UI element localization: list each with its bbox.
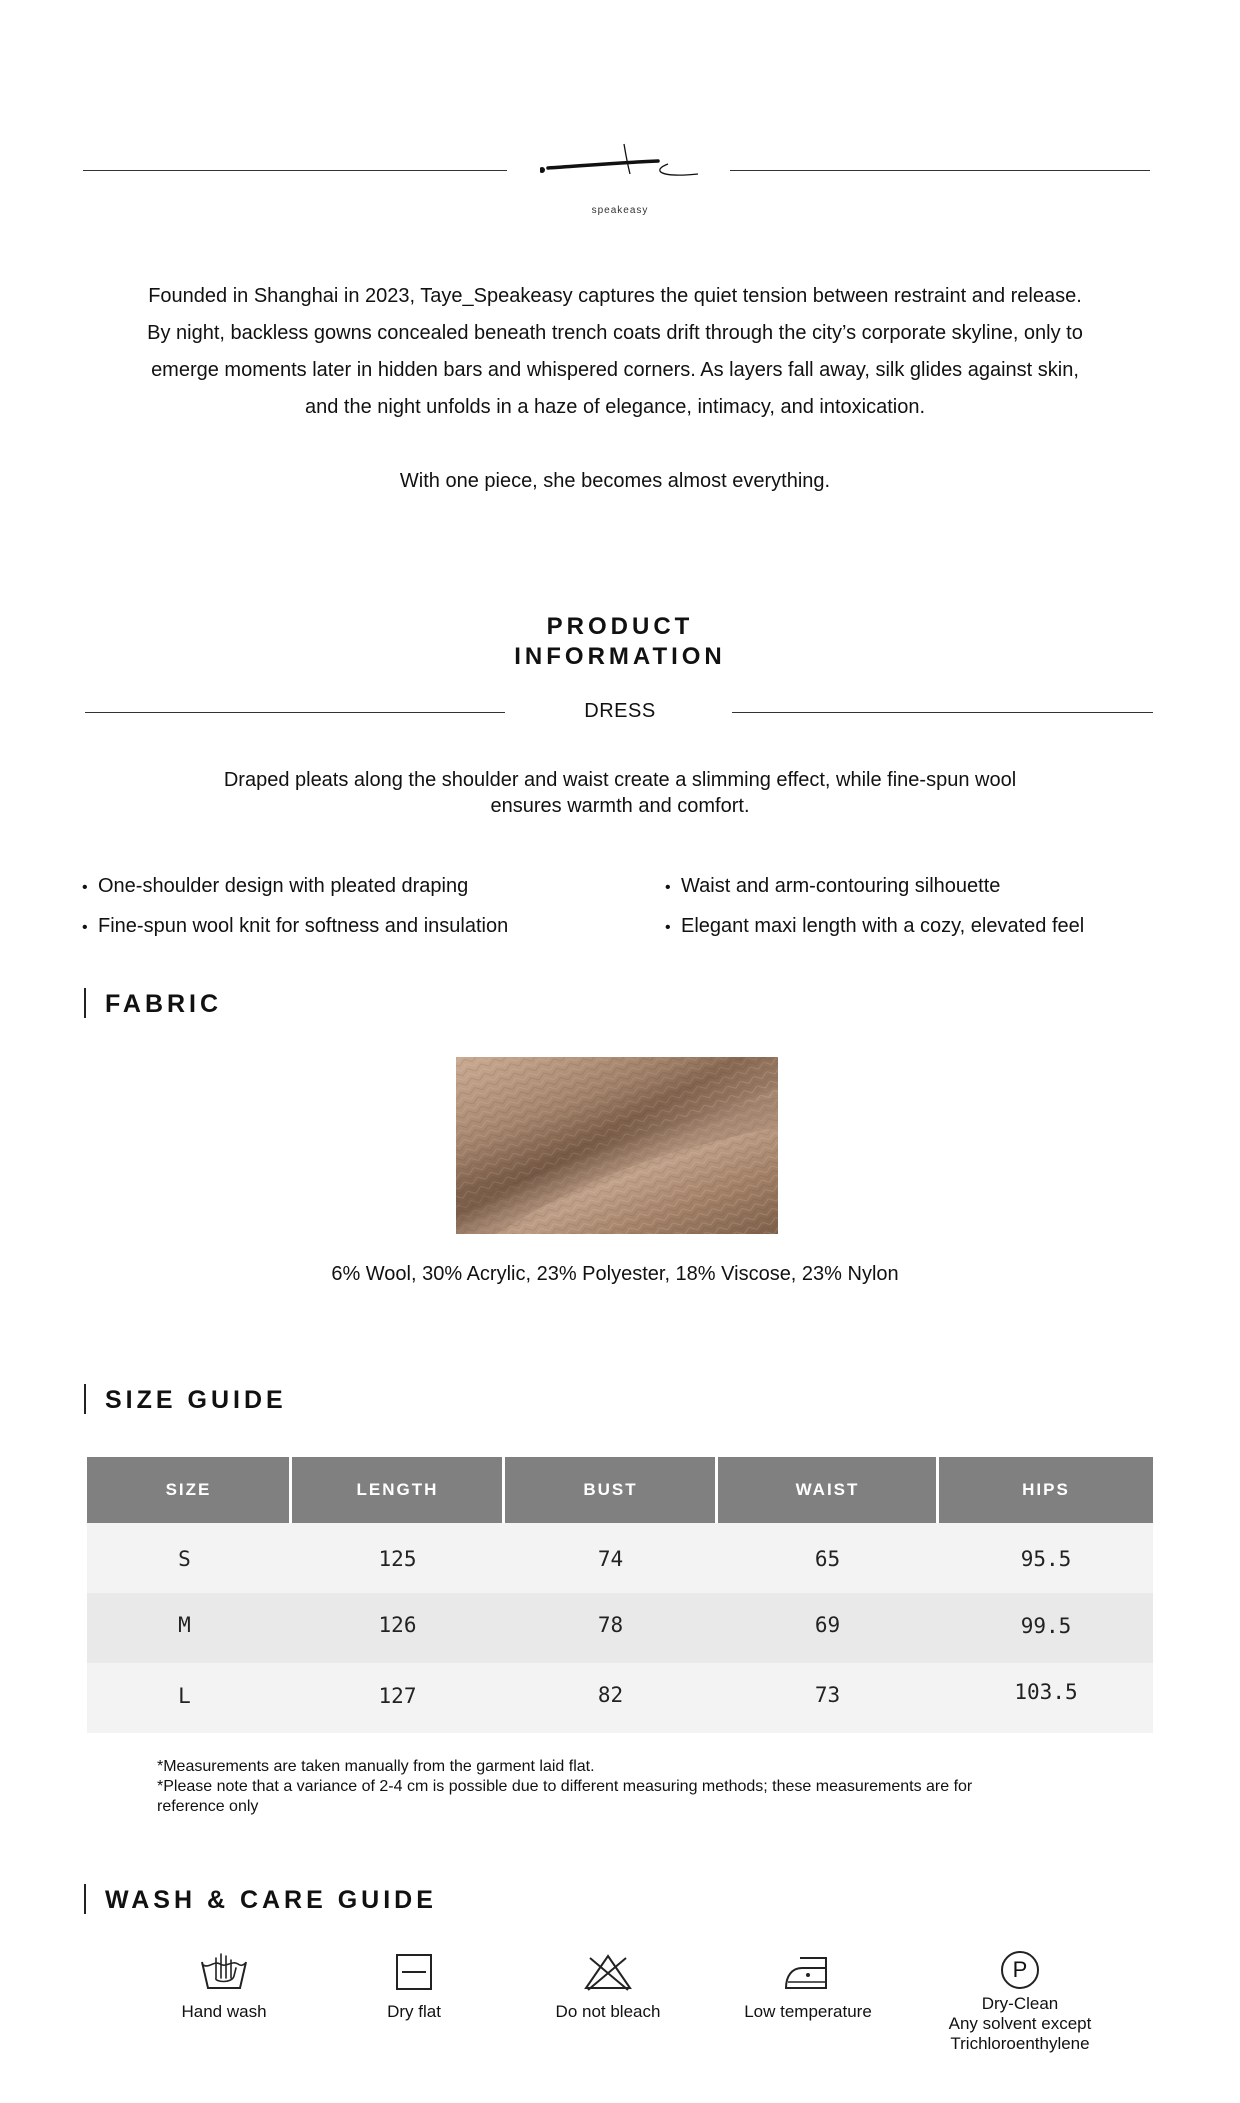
table-cell: 82 (597, 1683, 624, 1707)
header-divider-right (730, 170, 1150, 171)
dry-clean-p-icon: P (990, 1948, 1050, 1996)
dry-flat-icon (384, 1948, 444, 1996)
table-cell: 103.5 (1014, 1680, 1078, 1704)
table-cell: 127 (378, 1684, 417, 1708)
intro-line: emerge moments later in hidden bars and whispered corners. As layers fall away, silk glides against skin, (151, 359, 1079, 381)
column-header: SIZE (165, 1480, 212, 1499)
product-description (180, 767, 1060, 819)
table-row (87, 1663, 1153, 1733)
section-title: FABRIC (105, 990, 223, 1018)
brand-wordmark: speakeasy (591, 205, 649, 216)
size-note (157, 1757, 1057, 1817)
care-item-hand-wash (124, 1948, 324, 2022)
product-divider-right (732, 712, 1153, 713)
care-label: Low temperature (744, 2002, 872, 2021)
bullet-icon: • (665, 879, 671, 896)
column-header: WAIST (795, 1480, 860, 1499)
care-label: Dry-Clean Any solvent except Trichloroenthylene (948, 1994, 1092, 2053)
section-marker (84, 988, 86, 1018)
brand-tagline: With one piece, she becomes almost everything. (399, 470, 831, 492)
care-label: Dry flat (387, 2002, 441, 2021)
fabric-composition: 6% Wool, 30% Acrylic, 23% Polyester, 18% Viscose, 23% Nylon (331, 1263, 899, 1285)
product-info-title-line: PRODUCT (546, 613, 694, 640)
fabric-texture (456, 1057, 778, 1234)
do-not-bleach-icon (578, 1948, 638, 1996)
size-note-line: *Measurements are taken manually from the garment laid flat. (157, 1758, 595, 1775)
table-cell: 125 (378, 1547, 417, 1571)
product-info-title (420, 612, 820, 672)
table-cell: 126 (378, 1613, 417, 1637)
column-header: HIPS (1022, 1480, 1070, 1499)
table-row (87, 1523, 1153, 1593)
feature-item: • One-shoulder design with pleated draping (82, 873, 468, 901)
table-cell: 69 (814, 1613, 841, 1637)
table-cell: L (178, 1684, 191, 1708)
bullet-icon: • (82, 919, 88, 936)
bullet-icon: • (665, 919, 671, 936)
product-divider-left (85, 712, 505, 713)
bullet-icon: • (82, 879, 88, 896)
hand-wash-icon (194, 1948, 254, 1996)
table-cell: 65 (814, 1547, 841, 1571)
table-cell: 95.5 (1020, 1547, 1072, 1571)
brand-intro (120, 278, 1110, 426)
header-divider-left (83, 170, 507, 171)
intro-line: Founded in Shanghai in 2023, Taye_Speakeasy captures the quiet tension between restraint and release. (148, 285, 1082, 307)
feature-item: • Fine-spun wool knit for softness and insulation (82, 913, 508, 941)
care-item-dry-flat (314, 1948, 514, 2022)
section-marker (84, 1884, 86, 1914)
care-item-do-not-bleach (508, 1948, 708, 2022)
intro-line: and the night unfolds in a haze of elegance, intimacy, and intoxication. (304, 396, 926, 418)
fabric-swatch-image (456, 1057, 778, 1234)
section-marker (84, 1384, 86, 1414)
section-title: WASH & CARE GUIDE (105, 1886, 437, 1914)
table-cell: 99.5 (1020, 1614, 1072, 1638)
care-item-low-temperature (708, 1948, 908, 2022)
table-row (87, 1593, 1153, 1663)
section-title: SIZE GUIDE (105, 1386, 287, 1414)
care-label: Do not bleach (555, 2002, 661, 2021)
table-cell: M (178, 1613, 191, 1637)
product-description-line: ensures warmth and comfort. (490, 795, 750, 817)
size-note-line: reference only (157, 1798, 259, 1815)
product-description-line: Draped pleats along the shoulder and waist create a slimming effect, while fine-spun wool (223, 769, 1017, 791)
table-cell: 73 (814, 1683, 841, 1707)
product-info-title-line: INFORMATION (514, 643, 726, 670)
care-item-dry-clean (920, 1948, 1120, 2054)
care-label: Hand wash (181, 2002, 267, 2021)
product-category: DRESS (584, 700, 656, 722)
column-header: LENGTH (356, 1480, 439, 1499)
size-note-line: *Please note that a variance of 2-4 cm is possible due to different measuring methods; these measurements are for (157, 1778, 973, 1795)
column-header: BUST (583, 1480, 638, 1499)
table-cell: 74 (597, 1547, 624, 1571)
table-cell: 78 (597, 1613, 624, 1637)
table-cell: S (178, 1547, 191, 1571)
iron-low-temperature-icon (778, 1948, 838, 1996)
size-table-header (87, 1457, 1153, 1523)
feature-item: • Waist and arm-contouring silhouette (665, 873, 1000, 901)
intro-line: By night, backless gowns concealed beneath trench coats drift through the city’s corporate skyline, only to (147, 322, 1083, 344)
feature-item: • Elegant maxi length with a cozy, elevated feel (665, 913, 1084, 941)
